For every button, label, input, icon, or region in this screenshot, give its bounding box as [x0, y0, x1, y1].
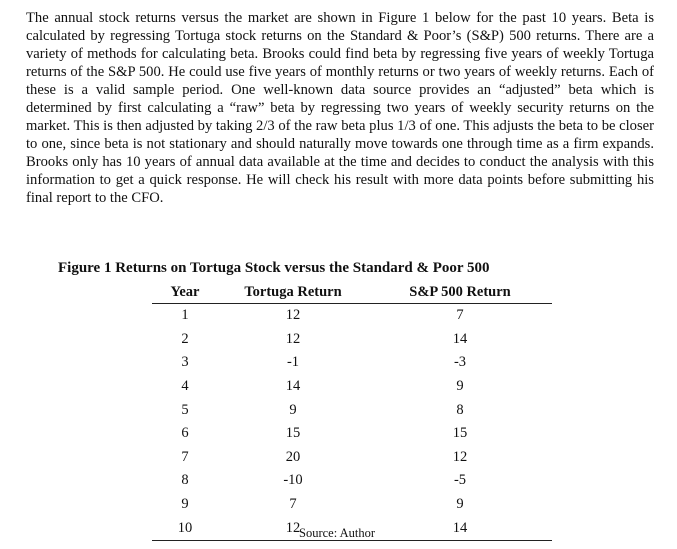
- cell-sp500-return: 7: [456, 307, 464, 324]
- cell-year: 2: [181, 330, 189, 347]
- cell-year: 4: [181, 378, 189, 395]
- body-paragraph: The annual stock returns versus the market are shown in Figure 1 below for the past 10 years. Beta is calculated by regressing Tortuga stock returns on the Standard & Poor’s (S&P) 500 returns. There are a variety of methods for calculating beta. Brooks could find beta by regressing five years of weekly Tortuga returns of the S&P 500. He could use five years of monthly returns or two years of weekly returns. Each of these is a valid sample period. One well-known data source provides an “adjusted” beta which is determined by first calculating a “raw” beta by regressing two years of weekly security returns on the market. This is then adjusted by taking 2/3 of the raw beta plus 1/3 of one. This adjusts the beta to be closer to one, since beta is not stationary and should naturally move towards one through time as a firm expands. Brooks only has 10 years of annual data available at the time and decides to conduct the analysis with this information to get a quick response. He will check his result with more data points before submitting his final report to the CFO.: [26, 10, 654, 206]
- cell-tortuga-return: 7: [289, 496, 297, 513]
- cell-sp500-return: 15: [452, 425, 468, 442]
- header-tortuga-return: Tortuga Return: [218, 282, 368, 304]
- cell-year: 8: [181, 472, 189, 489]
- table-row: [152, 422, 552, 446]
- cell-year: 9: [181, 496, 189, 513]
- cell-year: 6: [181, 425, 189, 442]
- table-row: [152, 375, 552, 399]
- cell-sp500-return: -5: [453, 472, 467, 489]
- table-row: [152, 351, 552, 375]
- cell-tortuga-return: 9: [289, 401, 297, 418]
- table-row: [152, 469, 552, 493]
- table-body: [152, 304, 552, 541]
- cell-tortuga-return: -10: [283, 472, 303, 489]
- cell-tortuga-return: 14: [285, 378, 301, 395]
- returns-table: [152, 282, 552, 541]
- cell-sp500-return: 14: [452, 330, 468, 347]
- cell-tortuga-return: 20: [285, 448, 301, 465]
- cell-sp500-return: 8: [456, 401, 464, 418]
- cell-tortuga-return: 12: [285, 307, 301, 324]
- cell-sp500-return: 9: [456, 496, 464, 513]
- cell-tortuga-return: 12: [285, 330, 301, 347]
- cell-tortuga-return: 12: [218, 516, 368, 540]
- cell-year: 5: [181, 401, 189, 418]
- cell-sp500-return: 14: [368, 516, 552, 540]
- header-sp500-return: S&P 500 Return: [368, 282, 552, 304]
- cell-sp500-return: 12: [452, 448, 468, 465]
- figure-source: Source: Author: [299, 526, 376, 540]
- figure-title: Figure 1 Returns on Tortuga Stock versus the Standard & Poor 500: [58, 260, 490, 276]
- table-row: [152, 304, 552, 328]
- table-row: [152, 446, 552, 470]
- cell-sp500-return: 9: [456, 378, 464, 395]
- cell-year: 7: [181, 448, 189, 465]
- table-header-row: [152, 282, 552, 304]
- table-row: [152, 328, 552, 352]
- cell-year: 3: [181, 354, 189, 371]
- cell-year: 10: [152, 516, 218, 540]
- table-row: [152, 398, 552, 422]
- cell-tortuga-return: -1: [286, 354, 300, 371]
- cell-tortuga-return: 15: [285, 425, 301, 442]
- header-year: Year: [152, 282, 218, 304]
- table-row: [152, 493, 552, 517]
- cell-sp500-return: -3: [453, 354, 467, 371]
- cell-year: 1: [181, 307, 189, 324]
